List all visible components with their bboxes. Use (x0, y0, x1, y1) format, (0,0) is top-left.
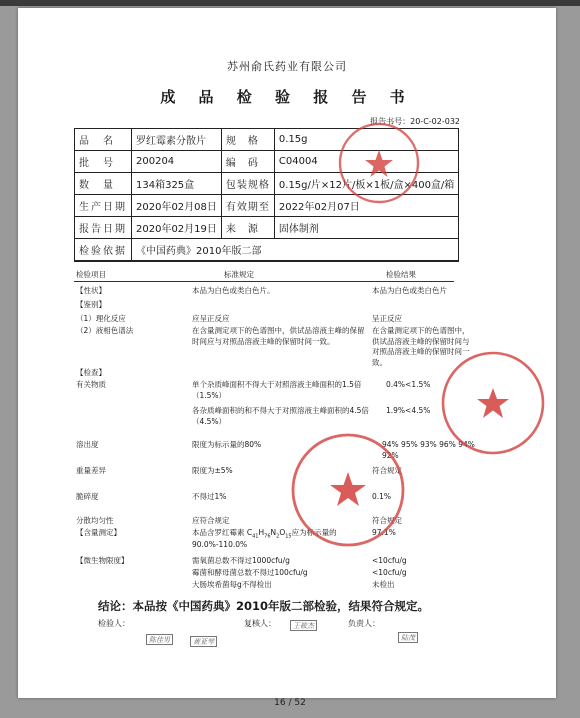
formula-element: O (279, 528, 286, 537)
assay-text-a: 本品含罗红霉素 C (192, 528, 253, 537)
prod-date-value: 2020年02月08日 (132, 195, 222, 217)
code-label: 编 码 (221, 151, 274, 173)
table-row (75, 217, 459, 239)
related-standard-2: 各杂质峰面积的和不得大于对照溶液主峰面积的4.5倍（4.5%） (192, 406, 369, 426)
divider (74, 281, 454, 282)
formula-sub: 15 (285, 533, 292, 540)
character-standard: 本品为白色或类白色片。 (192, 286, 275, 295)
expiry-label: 有效期至 (221, 195, 274, 217)
code-value: C04004 (274, 151, 458, 173)
inspector-signature-1: 陈佳男 (146, 634, 173, 645)
reviewer-signature: 王筱杰 (290, 620, 317, 631)
report-title: 成 品 检 验 报 告 书 (160, 88, 414, 106)
related-result-2: 1.9%<4.5% (386, 406, 431, 415)
inspector-signature-2: 黄亚琴 (190, 636, 217, 647)
ident2-standard: 在含量测定项下的色谱图中，供试品溶液主峰的保留时间应与对照品溶液主峰的保留时间一致。 (192, 326, 365, 346)
formula-element: N (270, 528, 277, 537)
product-name-value: 罗红霉素分散片 (132, 129, 222, 151)
header-standard: 标准规定 (224, 270, 254, 279)
microbial-standard-2: 霉菌和酵母菌总数不得过100cfu/g (192, 568, 308, 577)
dispersion-standard: 应符合规定 (192, 516, 230, 525)
check-label: 【检查】 (76, 368, 106, 377)
dissolution-label: 溶出度 (76, 440, 99, 449)
report-date-value: 2020年02月19日 (132, 217, 222, 239)
formula-sub: 41 (252, 533, 259, 540)
friability-label: 脆碎度 (76, 492, 99, 501)
assay-range: 90.0%-110.0% (192, 540, 248, 549)
formula-sub: 2 (276, 533, 280, 540)
formula-sub: 76 (264, 533, 271, 540)
spec-label: 规 格 (221, 129, 274, 151)
microbial-result-2: <10cfu/g (372, 568, 407, 577)
related-standard-1: 单个杂质峰面积不得大于对照溶液主峰面积的1.5倍（1.5%） (192, 380, 362, 400)
friability-result: 0.1% (372, 492, 392, 501)
page-indicator: 16 / 52 (274, 698, 306, 708)
microbial-standard-1: 需氧菌总数不得过1000cfu/g (192, 556, 290, 565)
ident1-standard: 应呈正反应 (192, 314, 230, 323)
weight-variation-standard: 限度为±5% (192, 466, 233, 475)
related-substances-label: 有关物质 (76, 380, 106, 389)
microbial-result-3: 未检出 (372, 580, 395, 589)
prod-date-label: 生产日期 (75, 195, 132, 217)
report-number: 报告书号：20-C-02-032 (370, 117, 460, 126)
related-result-1: 0.4%<1.5% (386, 380, 431, 389)
inspector-label: 检验人： (98, 619, 130, 628)
viewer-toolbar (0, 0, 580, 6)
responsible-signature: 陆茂 (398, 632, 418, 643)
batch-value: 200204 (132, 151, 222, 173)
ident2-label: （2）液相色谱法 (76, 326, 134, 335)
document-page (18, 8, 556, 698)
expiry-value: 2022年02月07日 (274, 195, 458, 217)
weight-variation-result: 符合规定 (372, 466, 402, 475)
dissolution-result: 94% 95% 93% 96% 94% 92% (382, 440, 475, 460)
quality-seal-stamp (438, 348, 548, 458)
company-name: 苏州俞氏药业有限公司 (227, 60, 347, 73)
conclusion: 结论：本品按《中国药典》2010年版二部检验，结果符合规定。 (98, 599, 430, 613)
quantity-value: 134箱325盒 (132, 173, 222, 195)
reviewer-label: 复核人： (244, 619, 276, 628)
spec-value: 0.15g (274, 129, 458, 151)
department-seal-stamp (288, 430, 408, 550)
microbial-label: 【微生物限度】 (76, 556, 129, 565)
assay-text-b: 应为标示量的 (291, 528, 337, 537)
microbial-standard-3: 大肠埃希菌每g不得检出 (192, 580, 272, 589)
dissolution-standard: 限度为标示量的80% (192, 440, 262, 449)
assay-label: 【含量测定】 (76, 528, 121, 537)
package-label: 包装规格 (221, 173, 274, 195)
table-row (75, 239, 459, 261)
dispersion-result: 符合规定 (372, 516, 402, 525)
source-label: 来 源 (221, 217, 274, 239)
ident-label: 【鉴别】 (76, 300, 106, 309)
report-date-label: 报告日期 (75, 217, 132, 239)
ident1-result: 呈正反应 (372, 314, 402, 323)
header-item: 检验项目 (76, 270, 106, 279)
weight-variation-label: 重量差异 (76, 466, 106, 475)
microbial-result-1: <10cfu/g (372, 556, 407, 565)
dispersion-label: 分散均匀性 (76, 516, 114, 525)
ident2-result: 在含量测定项下的色谱图中，供试品溶液主峰的保留时间与对照品溶液主峰的保留时间一致。 (372, 326, 470, 367)
product-name-label: 品 名 (75, 129, 132, 151)
character-label: 【性状】 (76, 286, 106, 295)
header-result: 检验结果 (386, 270, 416, 279)
basis-label: 检验依据 (75, 239, 132, 261)
company-seal-stamp (336, 120, 422, 206)
source-value: 固体制剂 (274, 217, 458, 239)
package-value: 0.15g/片×12片/板×1板/盒×400盒/箱 (274, 173, 458, 195)
friability-standard: 不得过1% (192, 492, 227, 501)
formula-element: H (258, 528, 265, 537)
ident1-label: （1）理化反应 (76, 314, 126, 323)
character-result: 本品为白色或类白色片 (372, 286, 447, 295)
responsible-label: 负责人： (348, 619, 380, 628)
basis-value: 《中国药典》2010年版二部 (132, 239, 459, 261)
quantity-label: 数 量 (75, 173, 132, 195)
batch-label: 批 号 (75, 151, 132, 173)
assay-result: 97.1% (372, 528, 396, 537)
